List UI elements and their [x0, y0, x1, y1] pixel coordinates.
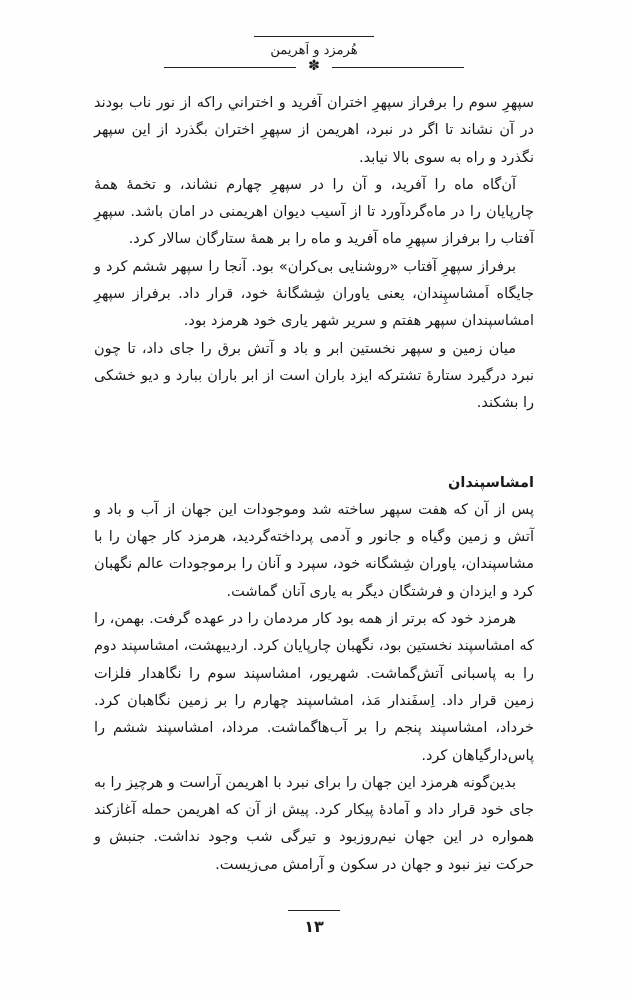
- page-number: ۱۳: [304, 917, 324, 936]
- ornament-rule-right: [332, 67, 464, 68]
- running-head: هُرمزد و اَهریمن: [270, 43, 358, 58]
- section-heading: امشاسپندان: [448, 474, 534, 491]
- footer-rule: [288, 910, 340, 911]
- paragraph: پس از آن که هفت سپهر ساخته شد وموجودات این جهان از آب و باد و آتش و زمین وگیاه و جانور و آدمی پرداخته‌گردید، هرمزد کار جهان را با مشاسپندان، یاوران شِشگانه خود، سپرد و آنان را برموجودات عالم نگهبان کرد و ایزدان و فرشتگان دیگر به یاری آنان گماشت.: [94, 501, 534, 600]
- paragraph: هرمزد خود که برتر از همه بود کار مردمان را در عهده گرفت. بهمن، را که امشاسپند نخستین بود، نگهبان چارپایان کرد. اردیبهشت، امشاسپند دوم را به پاسبانی آتش‌گماشت. شهریور، امشاسپند سوم را نگاهدار فلزات زمین قرار داد. اِسفَندار مَذ، امشاسپند چهارم را بر زمین نگاهبان کرد. خرداد، امشاسپند پنجم را بر آب‌هاگماشت. مرداد، امشاسپند ششم را پاس‌دارگیاهان کرد.: [94, 611, 534, 764]
- paragraph: میان زمین و سپهر نخستین ابر و باد و آتش برق را جای داد، تا چون نبرد درگیرد ستارۀ تشترکه ایزد باران است از ابر باران ببارد و دیو خشکی را بشکند.: [94, 340, 534, 412]
- header-rule: [254, 36, 374, 37]
- ornament-rule-left: [164, 67, 296, 68]
- page-footer: [0, 910, 628, 936]
- paragraph: سپهرِ سوم را برفراز سپهرِ اختران آفرید و اختراني راكه از نور ناب بودند در آن نشاند تا اگر در نبرد، اهریمن از سپهرِ اختران بگذرد از این سپهر نگذرد و راه به سوی بالا نیابد.: [94, 95, 534, 166]
- page-header: [0, 36, 628, 74]
- paragraph: بدین‌گونه هرمزد این جهان را برای نبرد با اهریمن آراست و هرچیز را به جای خود قرار داد و آمادۀ پیکار کرد. پیش از آن که اهریمن حمله آغازکند همواره در این جهان نیم‌روزبود و تیرگی شب وجود نداشت. جنبش و حرکت نیز نبود و جهان در سکون و آرامش می‌زیست.: [94, 774, 534, 873]
- paragraph: برفراز سپهرِ آفتاب «روشنایی بی‌کران» بود. آنجا را سپهر ششم کرد و جایگاه اَمشاسپِندان، یعنی یاوران شِشگانۀ خود، قرار داد. برفراز سپهرِ امشاسپندان سپهر هفتم و سریر شهر یاری خود هرمزد بود.: [94, 258, 534, 330]
- header-ornament: [164, 60, 464, 74]
- page-body: [94, 90, 534, 879]
- paragraph: آن‌گاه ماه را آفرید، و آن را در سپهرِ چهارم نشاند، و تخمۀ همۀ چارپایان را در ماه‌گردآورد تا از آسیب دیوان اهریمنی در امان باشد. سپهرِ آفتاب را برفراز سپهرِ ماه آفرید و ماه را بر همۀ ستارگان سالار کرد.: [94, 176, 534, 248]
- asterisk-ornament-icon: ✽: [308, 58, 320, 74]
